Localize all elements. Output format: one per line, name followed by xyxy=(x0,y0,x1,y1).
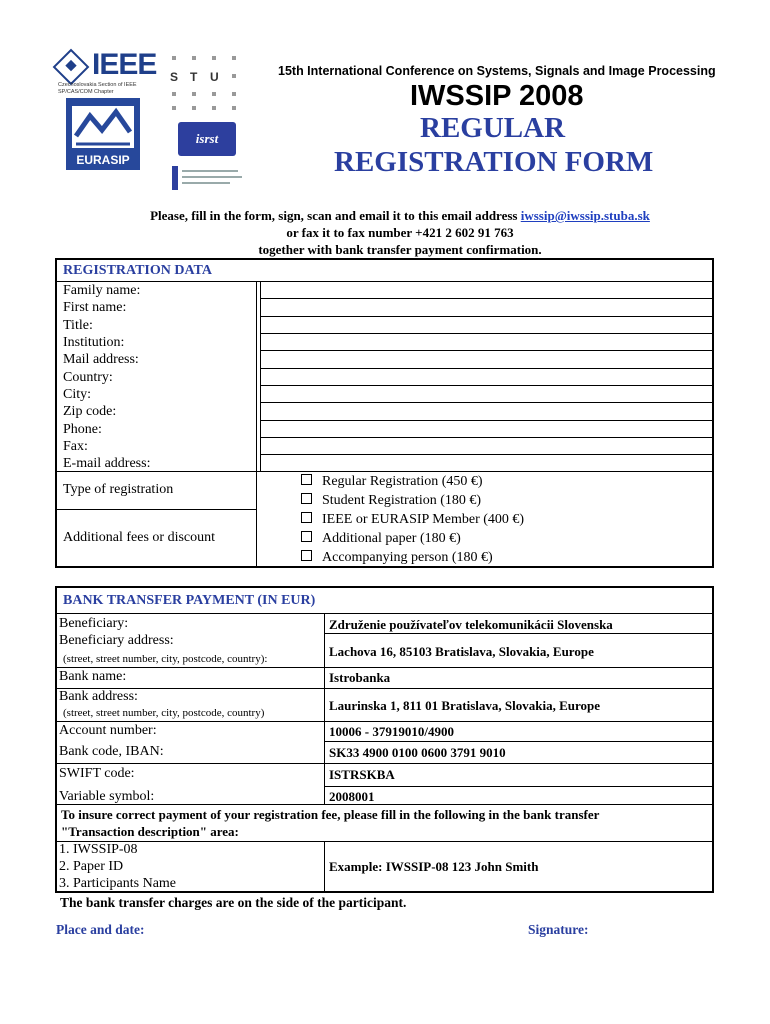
field-city: City: xyxy=(63,387,92,402)
description-example: Example: IWSSIP-08 123 John Smith xyxy=(329,859,539,874)
variable-symbol-label: Variable symbol: xyxy=(59,789,155,804)
stu-letter-s: S xyxy=(170,70,179,84)
swift-label: SWIFT code: xyxy=(59,766,135,781)
bank-charges-note: The bank transfer charges are on the side of the participant. xyxy=(60,895,407,910)
eurasip-logo-text: EURASIP xyxy=(76,153,130,167)
option-accompanying-person[interactable]: Accompanying person (180 €) xyxy=(301,550,493,566)
transaction-note-line2: "Transaction description" area: xyxy=(61,824,239,839)
registration-table xyxy=(55,258,714,568)
beneficiary-label: Beneficiary: xyxy=(59,616,129,631)
type-of-registration-label: Type of registration xyxy=(63,482,174,497)
field-email: E-mail address: xyxy=(63,456,151,471)
bank-section-title: BANK TRANSFER PAYMENT (IN EUR) xyxy=(63,593,316,608)
description-item-2: 2. Paper ID xyxy=(59,859,124,874)
isrst-logo-text: isrst xyxy=(195,131,219,146)
bank-address-value: Laurinska 1, 811 01 Bratislava, Slovakia, Europe xyxy=(329,698,601,713)
bank-name-label: Bank name: xyxy=(59,669,127,684)
instruction-line-1 xyxy=(50,208,750,224)
signature-label: Signature: xyxy=(528,922,589,937)
variable-symbol-value: 2008001 xyxy=(329,789,375,804)
field-mail-address: Mail address: xyxy=(63,352,139,367)
checkbox-icon[interactable] xyxy=(301,531,312,542)
field-family-name: Family name: xyxy=(63,283,141,298)
field-phone: Phone: xyxy=(63,422,102,437)
field-first-name: First name: xyxy=(63,300,127,315)
form-title-line1: REGULAR xyxy=(420,112,566,144)
beneficiary-address-hint: (street, street number, city, postcode, country): xyxy=(63,653,268,665)
event-title: IWSSIP 2008 xyxy=(410,80,584,112)
description-item-3: 3. Participants Name xyxy=(59,876,177,891)
instruction-text: Please, fill in the form, sign, scan and email it to this email address xyxy=(150,208,521,223)
instruction-line-3: together with bank transfer payment confirmation. xyxy=(258,242,542,257)
field-country: Country: xyxy=(63,370,113,385)
ieee-logo-subtitle: Czechoslovakia Section of IEEE xyxy=(58,82,137,88)
account-number-value: 10006 - 37919010/4900 xyxy=(329,724,454,739)
ieee-logo xyxy=(56,48,164,96)
beneficiary-address-value: Lachova 16, 85103 Bratislava, Slovakia, Europe xyxy=(329,644,594,659)
checkbox-icon[interactable] xyxy=(301,493,312,504)
beneficiary-address-label: Beneficiary address: xyxy=(59,633,174,648)
beneficiary-value: Združenie používateľov telekomunikácii Slovenska xyxy=(329,617,613,632)
additional-fees-label: Additional fees or discount xyxy=(63,530,216,545)
fei-logo xyxy=(172,166,250,190)
iban-label: Bank code, IBAN: xyxy=(59,744,164,759)
stu-logo xyxy=(168,52,248,112)
isrst-logo xyxy=(178,122,236,156)
stu-letter-t: T xyxy=(190,70,198,84)
checkbox-icon[interactable] xyxy=(301,474,312,485)
bank-address-label: Bank address: xyxy=(59,689,138,704)
field-title: Title: xyxy=(63,318,93,333)
email-link[interactable]: iwssip@iwssip.stuba.sk xyxy=(520,208,650,223)
iban-value: SK33 4900 0100 0600 3791 9010 xyxy=(329,745,506,760)
registration-section-title: REGISTRATION DATA xyxy=(63,263,212,278)
transaction-note-line1: To insure correct payment of your registration fee, please fill in the following in the bank transfer xyxy=(61,807,600,822)
account-number-label: Account number: xyxy=(59,723,157,738)
swift-value: ISTRSKBA xyxy=(329,767,395,782)
option-student-registration[interactable]: Student Registration (180 €) xyxy=(301,493,481,509)
ieee-diamond-icon xyxy=(53,49,90,86)
field-zip-code: Zip code: xyxy=(63,404,117,419)
bank-name-value: Istrobanka xyxy=(329,670,391,685)
eurasip-logo xyxy=(66,98,140,170)
checkbox-icon[interactable] xyxy=(301,512,312,523)
checkbox-icon[interactable] xyxy=(301,550,312,561)
stu-letter-u: U xyxy=(210,70,219,84)
field-fax: Fax: xyxy=(63,439,88,454)
description-item-1: 1. IWSSIP-08 xyxy=(59,842,138,857)
instruction-line-2: or fax it to fax number +421 2 602 91 763 xyxy=(286,225,514,240)
ieee-logo-subtitle-2: SP/CAS/COM Chapter xyxy=(58,89,114,95)
option-additional-paper[interactable]: Additional paper (180 €) xyxy=(301,531,461,547)
bank-address-hint: (street, street number, city, postcode, country) xyxy=(63,707,265,719)
place-and-date-label: Place and date: xyxy=(56,922,145,937)
field-institution: Institution: xyxy=(63,335,125,350)
option-regular-registration[interactable]: Regular Registration (450 €) xyxy=(301,474,483,490)
eurasip-emblem-icon xyxy=(72,106,134,148)
conference-title: 15th International Conference on Systems, Signals and Image Processing xyxy=(278,64,716,78)
ieee-logo-word: IEEE xyxy=(92,48,157,81)
option-ieee-eurasip-member[interactable]: IEEE or EURASIP Member (400 €) xyxy=(301,512,524,528)
bank-transfer-table xyxy=(55,586,714,893)
form-title-line2: REGISTRATION FORM xyxy=(334,146,654,178)
